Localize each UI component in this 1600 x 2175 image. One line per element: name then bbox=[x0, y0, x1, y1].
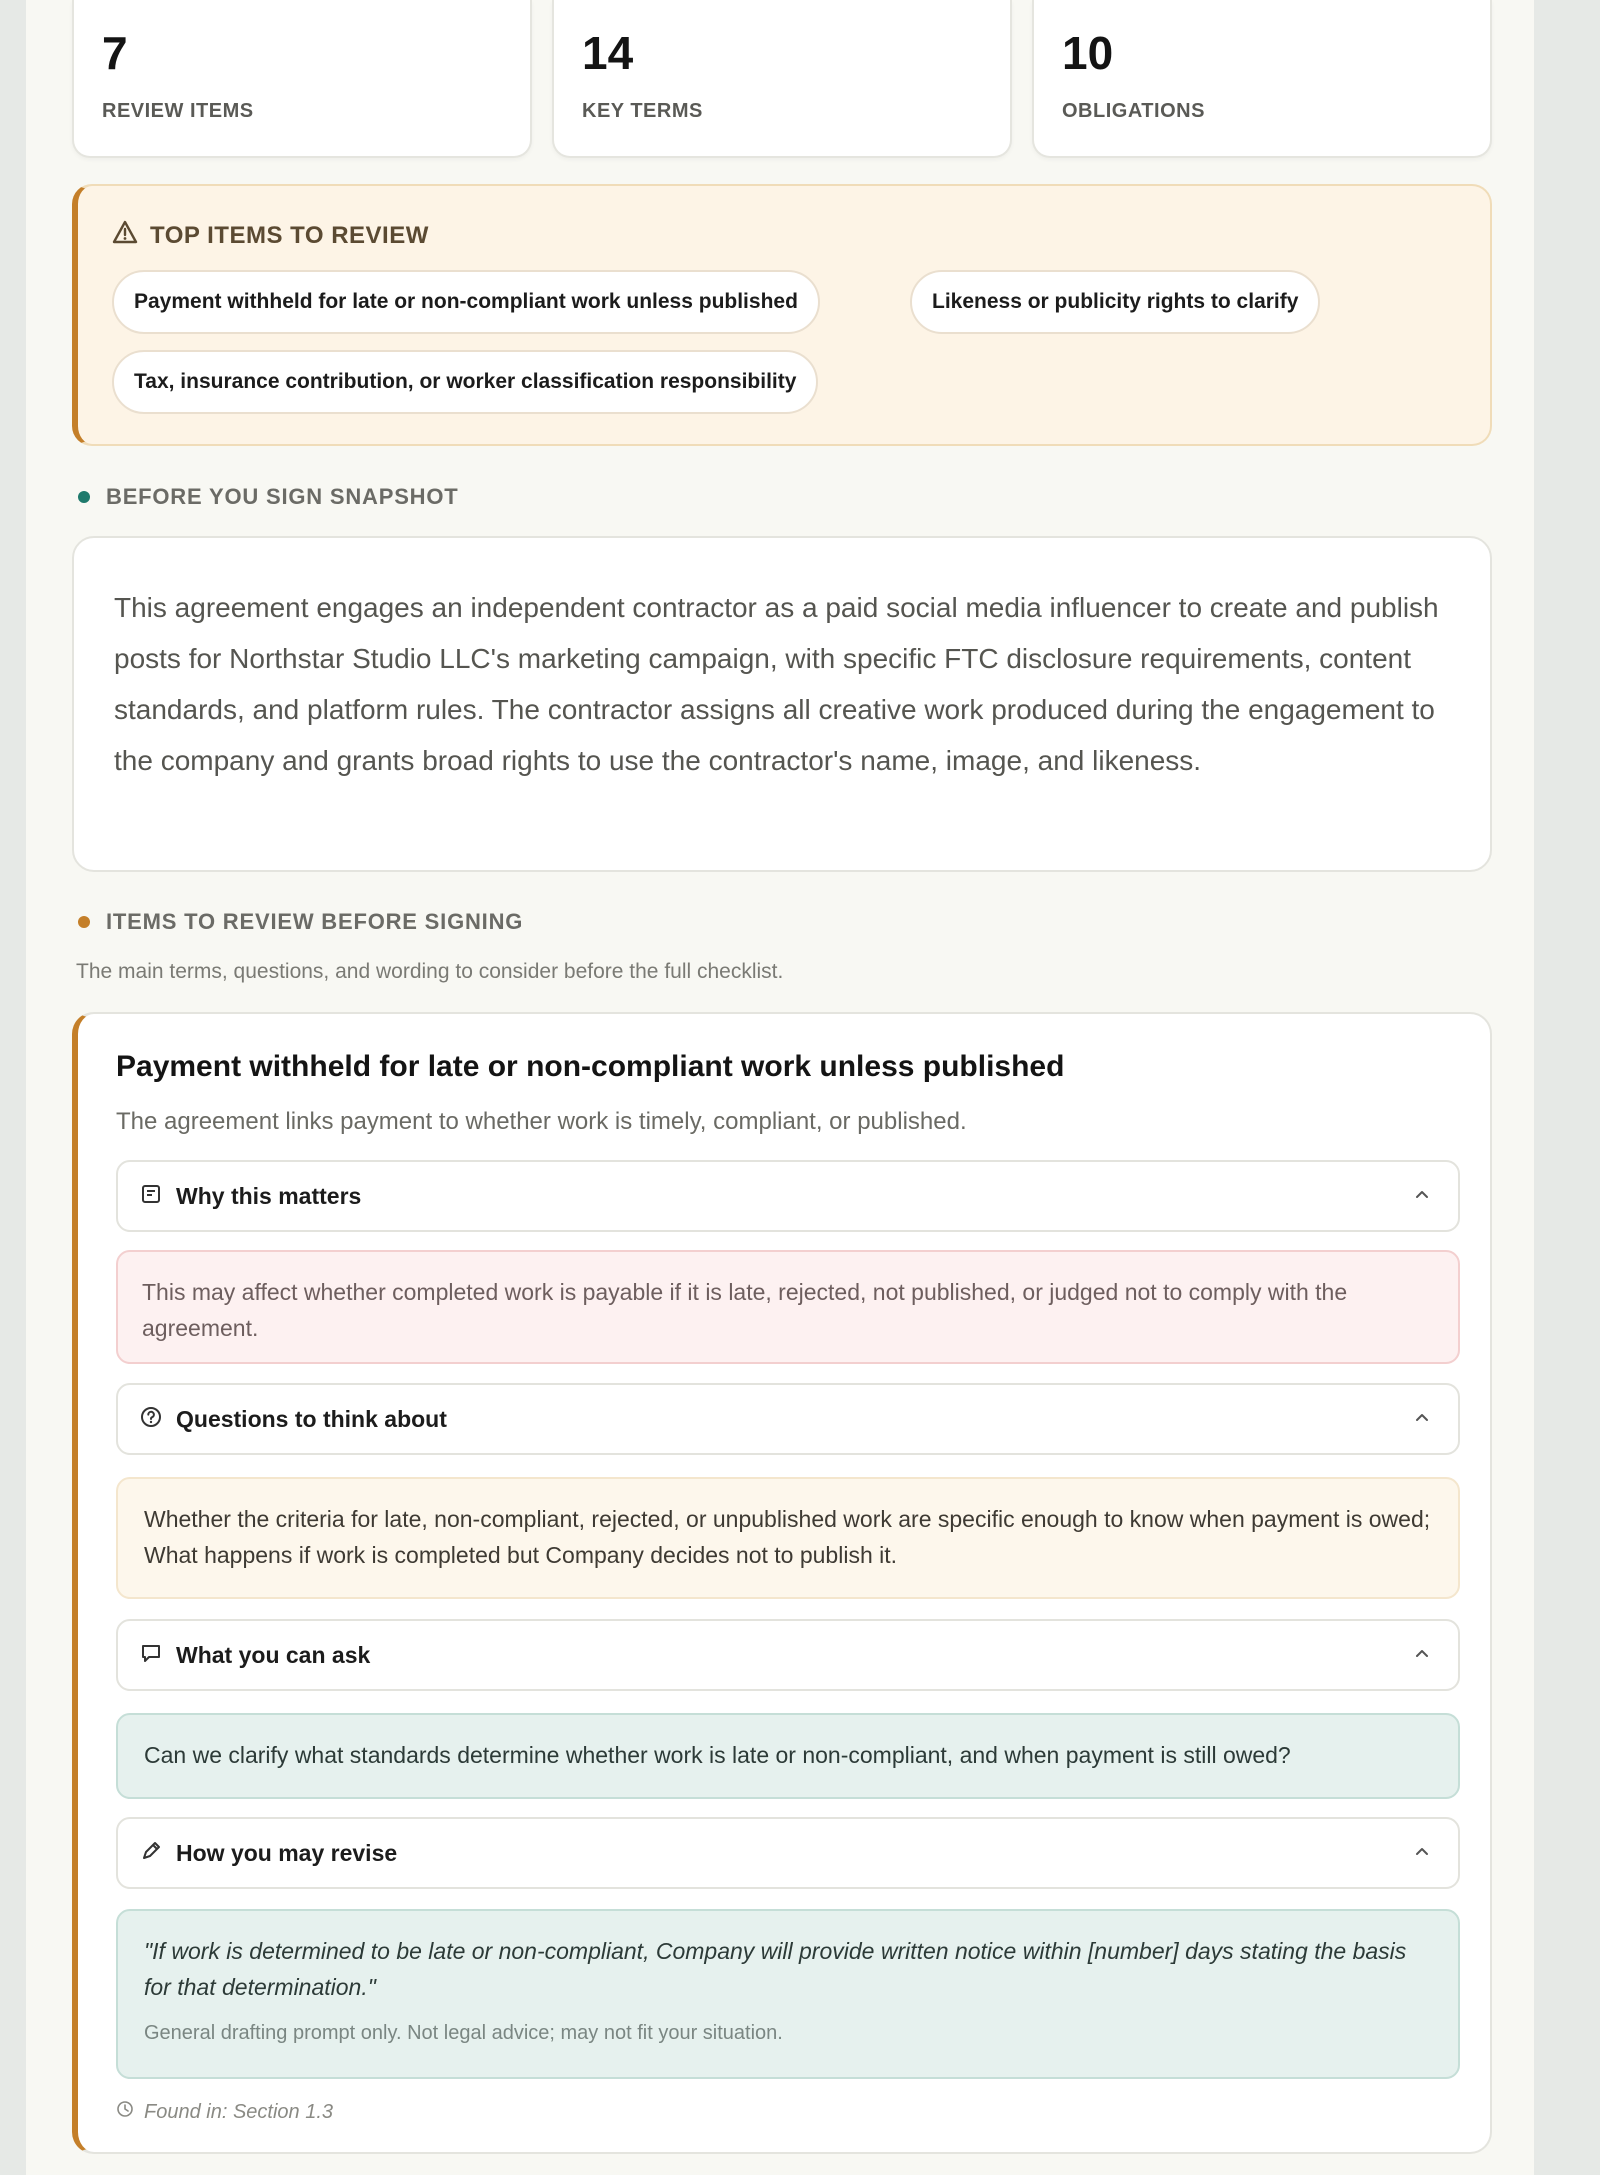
review-item-summary: The agreement links payment to whether work is timely, compliant, or published. bbox=[116, 1108, 967, 1135]
top-items-heading: TOP ITEMS TO REVIEW bbox=[150, 221, 429, 249]
review-item-card bbox=[72, 1012, 1492, 2154]
clock-icon bbox=[116, 2100, 134, 2124]
top-items-title bbox=[112, 220, 429, 251]
snapshot-heading-label: BEFORE YOU SIGN SNAPSHOT bbox=[106, 484, 459, 509]
stat-value: 7 bbox=[102, 27, 128, 79]
what-you-can-ask-text: Can we clarify what standards determine whether work is late or non-compliant, and when payment is still owed? bbox=[116, 1713, 1460, 1799]
stat-value: 10 bbox=[1062, 27, 1114, 79]
chevron-up-icon[interactable] bbox=[1412, 1643, 1432, 1668]
amber-dot-icon bbox=[78, 916, 90, 928]
review-item-title: Payment withheld for late or non-compliant work unless published bbox=[116, 1050, 1065, 1083]
review-heading-label: ITEMS TO REVIEW BEFORE SIGNING bbox=[106, 909, 524, 934]
accordion-label: Why this matters bbox=[176, 1182, 362, 1209]
revision-suggestion-text: "If work is determined to be late or non-compliant, Company will provide written notice within [number] days stating the basis for that determination." bbox=[144, 1938, 1407, 2000]
found-in-label: Found in: Section 1.3 bbox=[144, 2100, 334, 2123]
accordion-label: How you may revise bbox=[176, 1839, 398, 1866]
why-this-matters-text: This may affect whether completed work is payable if it is late, rejected, not published, or judged not to comply with the agreement. bbox=[116, 1250, 1460, 1364]
top-item-chip-likeness[interactable]: Likeness or publicity rights to clarify bbox=[910, 270, 1320, 334]
accordion-why-this-matters[interactable] bbox=[116, 1160, 1460, 1232]
accordion-how-you-may-revise[interactable] bbox=[116, 1817, 1460, 1889]
notepad-icon bbox=[140, 1183, 162, 1210]
stat-label: REVIEW ITEMS bbox=[102, 100, 254, 122]
accordion-label: What you can ask bbox=[176, 1641, 371, 1668]
stat-card-obligations bbox=[1032, 0, 1492, 158]
accordion-label: Questions to think about bbox=[176, 1405, 447, 1432]
chat-bubble-icon bbox=[140, 1642, 162, 1669]
stat-value: 14 bbox=[582, 27, 634, 79]
chevron-up-icon[interactable] bbox=[1412, 1407, 1432, 1432]
found-in-reference bbox=[116, 2100, 333, 2124]
top-item-chip-payment[interactable]: Payment withheld for late or non-compliant work unless published bbox=[112, 270, 820, 334]
stat-label: KEY TERMS bbox=[582, 100, 703, 122]
snapshot-text: This agreement engages an independent contractor as a paid social media influencer to create and publish posts for Northstar Studio LLC's marketing campaign, with specific FTC disclosure requirements, content standards, and platform rules. The contractor assigns all creative work produced during the engagement to the company and grants broad rights to use the contractor's name, image, and likeness. bbox=[114, 592, 1439, 776]
accordion-questions[interactable] bbox=[116, 1383, 1460, 1455]
top-items-alert bbox=[72, 184, 1492, 446]
revision-disclaimer: General drafting prompt only. Not legal advice; may not fit your situation. bbox=[144, 2022, 783, 2044]
review-heading bbox=[78, 909, 523, 935]
top-item-chip-tax[interactable]: Tax, insurance contribution, or worker classification responsibility bbox=[112, 350, 818, 414]
question-circle-icon bbox=[140, 1406, 162, 1433]
chevron-up-icon[interactable] bbox=[1412, 1184, 1432, 1209]
teal-dot-icon bbox=[78, 491, 90, 503]
stat-card-review-items bbox=[72, 0, 532, 158]
stat-label: OBLIGATIONS bbox=[1062, 100, 1205, 122]
warning-icon bbox=[112, 220, 138, 251]
review-subtitle: The main terms, questions, and wording to consider before the full checklist. bbox=[76, 960, 784, 983]
snapshot-card bbox=[72, 536, 1492, 872]
accordion-what-you-can-ask[interactable] bbox=[116, 1619, 1460, 1691]
pen-icon bbox=[140, 1840, 162, 1867]
stat-card-key-terms bbox=[552, 0, 1012, 158]
snapshot-heading bbox=[78, 484, 459, 510]
questions-text: Whether the criteria for late, non-compliant, rejected, or unpublished work are specific enough to know when payment is owed; What happens if work is completed but Company decides not to publish it. bbox=[116, 1477, 1460, 1599]
revision-suggestion-box bbox=[116, 1909, 1460, 2079]
chevron-up-icon[interactable] bbox=[1412, 1841, 1432, 1866]
